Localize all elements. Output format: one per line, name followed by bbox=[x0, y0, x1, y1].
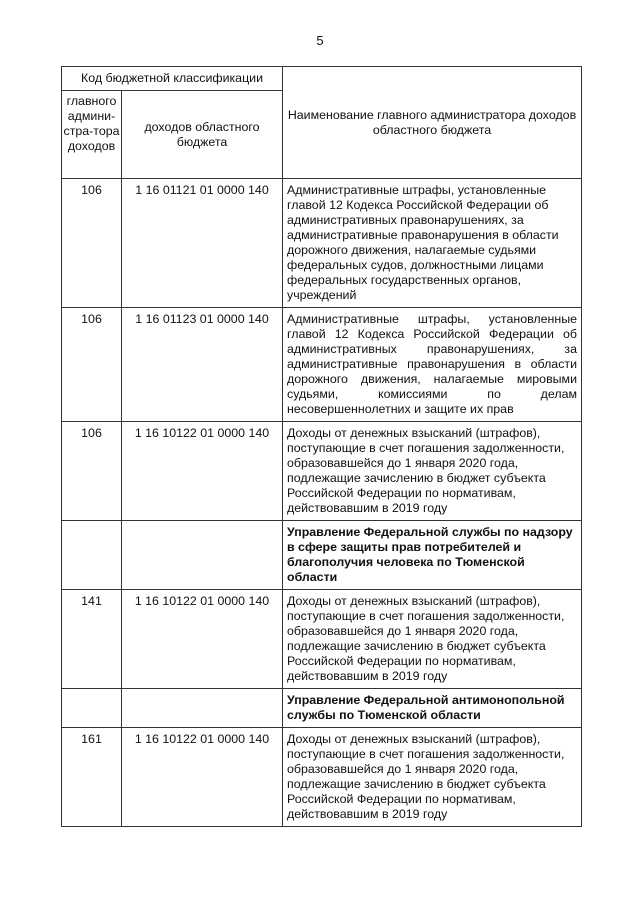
admin-code-cell bbox=[62, 521, 122, 590]
description-cell: Административные штрафы, установленные главой 12 Кодекса Российской Федерации об административных правонарушениях, за административные правонарушения в области дорожного движения, налагаемые мировыми судьями, комиссиями по делам несовершеннолетних и защите их прав bbox=[283, 308, 582, 422]
admin-code-cell: 106 bbox=[62, 179, 122, 308]
header-chief-administrator: главного админи-стра-тора доходов bbox=[62, 91, 122, 179]
description-cell: Доходы от денежных взысканий (штрафов), поступающие в счет погашения задолженности, образовавшейся до 1 января 2020 года, подлежащие зачислению в бюджет субъекта Российской Федерации по нормативам, действовавшим в 2019 году bbox=[283, 422, 582, 521]
admin-code-cell: 106 bbox=[62, 422, 122, 521]
description-cell: Административные штрафы, установленные главой 12 Кодекса Российской Федерации об административных правонарушениях, за административные правонарушения в области дорожного движения, налагаемые судьями федеральных судов, должностными лицами федеральных государственных органов, учреждений bbox=[283, 179, 582, 308]
section-heading-cell: Управление Федеральной антимонопольной службы по Тюменской области bbox=[283, 689, 582, 728]
income-code-cell: 1 16 10122 01 0000 140 bbox=[122, 590, 283, 689]
table-row bbox=[62, 728, 582, 827]
admin-code-cell: 141 bbox=[62, 590, 122, 689]
table-row bbox=[62, 308, 582, 422]
admin-code-cell: 161 bbox=[62, 728, 122, 827]
income-code-cell bbox=[122, 689, 283, 728]
table-row bbox=[62, 179, 582, 308]
income-code-cell: 1 16 01123 01 0000 140 bbox=[122, 308, 283, 422]
income-code-cell: 1 16 01121 01 0000 140 bbox=[122, 179, 283, 308]
admin-code-cell bbox=[62, 689, 122, 728]
section-heading-row bbox=[62, 689, 582, 728]
description-cell: Доходы от денежных взысканий (штрафов), поступающие в счет погашения задолженности, образовавшейся до 1 января 2020 года, подлежащие зачислению в бюджет субъекта Российской Федерации по нормативам, действовавшим в 2019 году bbox=[283, 590, 582, 689]
income-code-cell: 1 16 10122 01 0000 140 bbox=[122, 728, 283, 827]
header-budget-classification-code: Код бюджетной классификации bbox=[62, 67, 283, 91]
section-heading-row bbox=[62, 521, 582, 590]
table-row bbox=[62, 422, 582, 521]
table-row bbox=[62, 590, 582, 689]
income-code-cell bbox=[122, 521, 283, 590]
income-code-cell: 1 16 10122 01 0000 140 bbox=[122, 422, 283, 521]
budget-classification-table bbox=[61, 66, 582, 827]
header-administrator-name: Наименование главного администратора доходов областного бюджета bbox=[283, 67, 582, 179]
section-heading-cell: Управление Федеральной службы по надзору в сфере защиты прав потребителей и благополучия человека по Тюменской области bbox=[283, 521, 582, 590]
table-header-row bbox=[62, 67, 582, 91]
description-cell: Доходы от денежных взысканий (штрафов), поступающие в счет погашения задолженности, образовавшейся до 1 января 2020 года, подлежащие зачислению в бюджет субъекта Российской Федерации по нормативам, действовавшим в 2019 году bbox=[283, 728, 582, 827]
header-regional-budget-income: доходов областного бюджета bbox=[122, 91, 283, 179]
admin-code-cell: 106 bbox=[62, 308, 122, 422]
page-number: 5 bbox=[316, 33, 324, 48]
